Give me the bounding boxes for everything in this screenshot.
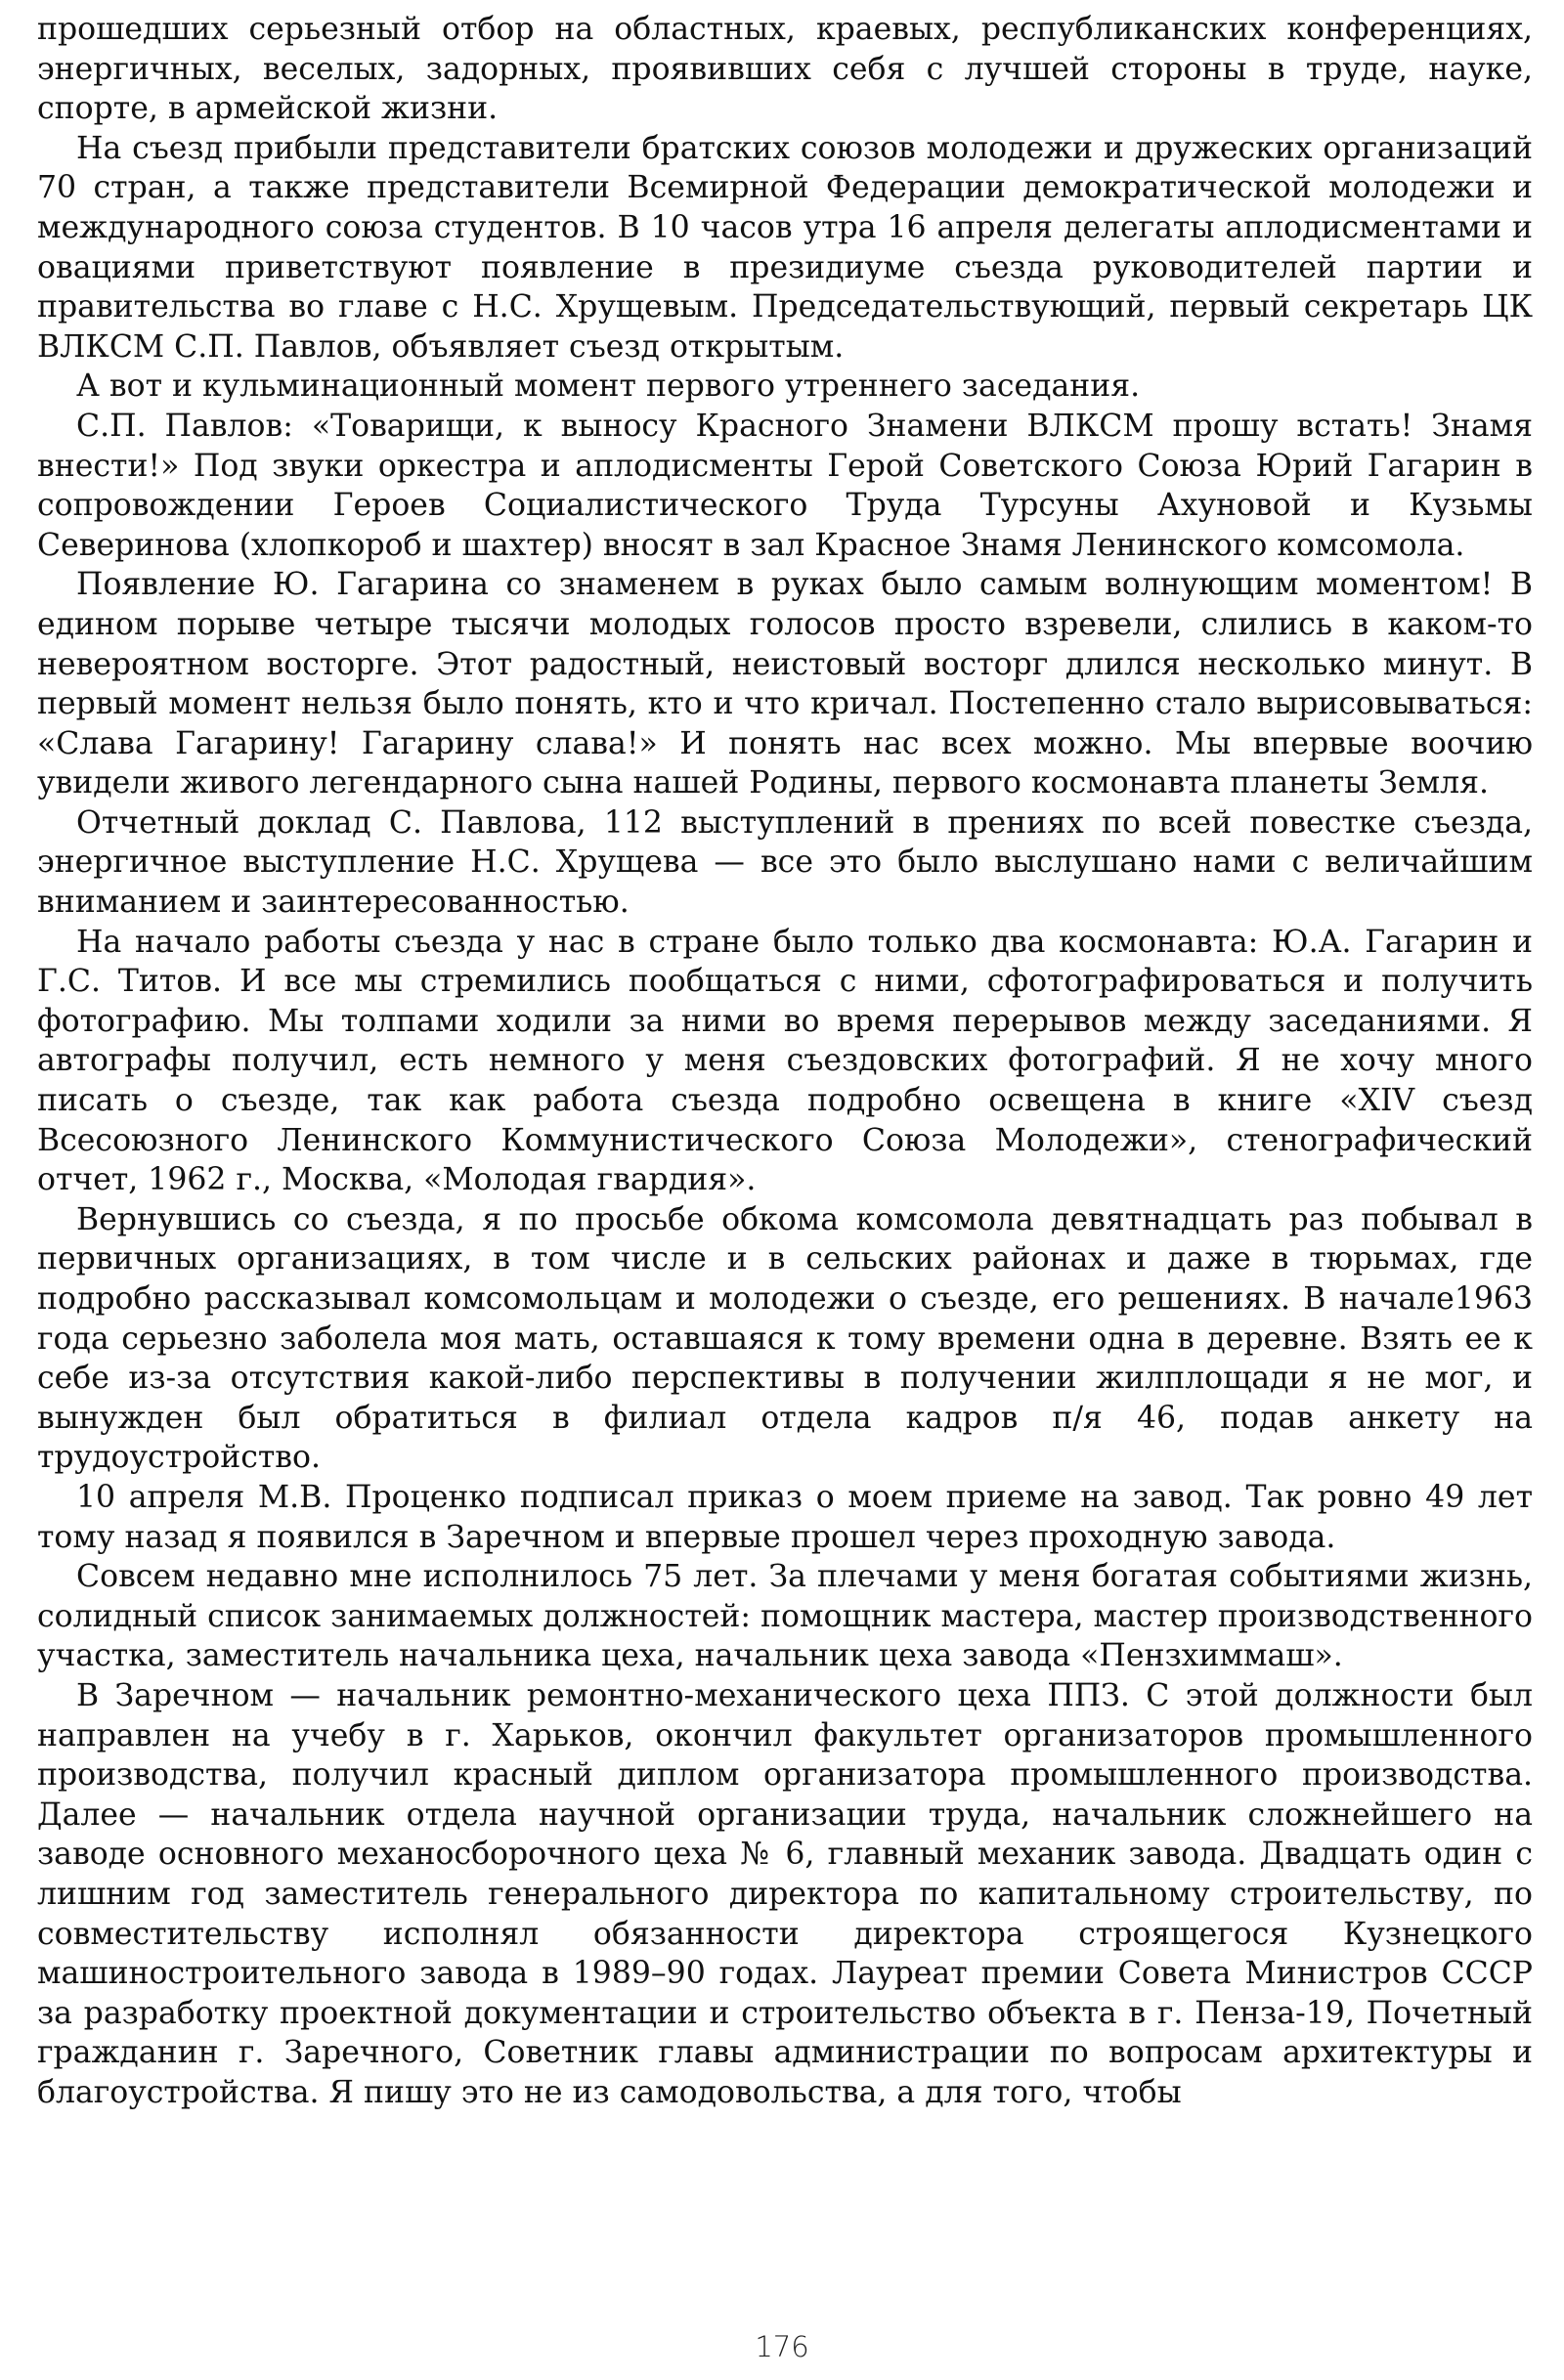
paragraph-continuation: прошедших серьезный отбор на областных, краевых, республиканских конференциях, энергичных, веселых, задорных, проявивших себя с лучшей стороны в труде, науке, спорте, в армейской жизни.	[37, 12, 1533, 127]
paragraph: 10 апреля М.В. Проценко подписал приказ о моем приеме на завод. Так ровно 49 лет тому назад я появился в Заречном и впервые прошел через проходную завода.	[37, 1479, 1533, 1555]
paragraph: Вернувшись со съезда, я по просьбе обкома комсомола девятнадцать раз побывал в первичных организациях, в том числе и в сельских районах и даже в тюрьмах, где подробно рассказывал комсомольцам и молодежи о съезде, его решениях. В начале1963 года серьезно заболела моя мать, оставшаяся к тому времени одна в деревне. Взять ее к себе из-за отсутствия какой-либо перспективы в получении жилплощади я не мог, и вынужден был обратиться в филиал отдела кадров п/я 46, подав анкету на трудоустройство.	[37, 1201, 1533, 1476]
paragraph: На съезд прибыли представители братских союзов молодежи и дружеских организаций 70 стран, а также представители Всемирной Федерации демократической молодежи и международного союза студентов. В 10 часов утра 16 апреля делегаты аплодисментами и овациями приветствуют появление в президиуме съезда руководителей партии и правительства во главе с Н.С. Хрущевым. Председательствующий, первый секретарь ЦК ВЛКСМ С.П. Павлов, объявляет съезд открытым.	[37, 130, 1533, 365]
paragraph: Отчетный доклад С. Павлова, 112 выступлений в прениях по всей повестке съезда, энергичное выступление Н.С. Хрущева — все это было выслушано нами с величайшим вниманием и заинтересованностью.	[37, 804, 1533, 921]
page-body	[37, 10, 1533, 2112]
paragraph: Появление Ю. Гагарина со знаменем в руках было самым волнующим моментом! В едином порыве четыре тысячи молодых голосов просто взревели, слились в каком-то невероятном восторге. Этот радостный, неистовый восторг длился несколько минут. В первый момент нельзя было понять, кто и что кричал. Постепенно стало вырисовываться: «Слава Гагарину! Гагарину слава!» И понять нас всех можно. Мы впервые воочию увидели живого легендарного сына нашей Родины, первого космонавта планеты Земля.	[37, 567, 1533, 801]
paragraph: На начало работы съезда у нас в стране было только два космонавта: Ю.А. Гагарин и Г.С. Титов. И все мы стремились пообщаться с ними, сфотографироваться и получить фотографию. Мы толпами ходили за ними во время перерывов между заседаниями. Я автографы получил, есть немного у меня съездовских фотографий. Я не хочу много писать о съезде, так как работа съезда подробно освещена в книге «XIV съезд Всесоюзного Ленинского Коммунистического Союза Молодежи», стенографический отчет, 1962 г., Москва, «Молодая гвардия».	[37, 924, 1533, 1198]
page-number: 176	[755, 2330, 809, 2363]
paragraph: С.П. Павлов: «Товарищи, к выносу Красного Знамени ВЛКСМ прошу встать! Знамя внести!» Под звуки оркестра и аплодисменты Герой Советского Союза Юрий Гагарин в сопровождении Героев Социалистического Труда Турсуны Ахуновой и Кузьмы Северинова (хлопкороб и шахтер) вносят в зал Красное Знамя Ленинского комсомола.	[37, 408, 1533, 563]
paragraph: А вот и кульминационный момент первого утреннего заседания.	[76, 368, 1141, 405]
paragraph: В Заречном — начальник ремонтно-механического цеха ППЗ. С этой должности был направлен на учебу в г. Харьков, окончил факультет организаторов промышленного производства, получил красный диплом организатора промышленного производства. Далее — начальник отдела научной организации труда, начальник сложнейшего на заводе основного механосборочного цеха № 6, главный механик завода. Двадцать один с лишним год заместитель генерального директора по капитальному строительству, по совместительству исполнял обязанности директора строящегося Кузнецкого машиностроительного завода в 1989–90 годах. Лауреат премии Совета Министров СССР за разработку проектной документации и строительство объекта в г. Пенза-19, Почетный гражданин г. Заречного, Советник главы администрации по вопросам архитектуры и благоустройства. Я пишу это не из самодовольства, а для того, чтобы	[37, 1677, 1533, 2110]
paragraph: Совсем недавно мне исполнилось 75 лет. За плечами у меня богатая событиями жизнь, солидный список занимаемых должностей: помощник мастера, мастер производственного участка, заместитель начальника цеха, начальник цеха завода «Пензхиммаш».	[37, 1559, 1533, 1674]
